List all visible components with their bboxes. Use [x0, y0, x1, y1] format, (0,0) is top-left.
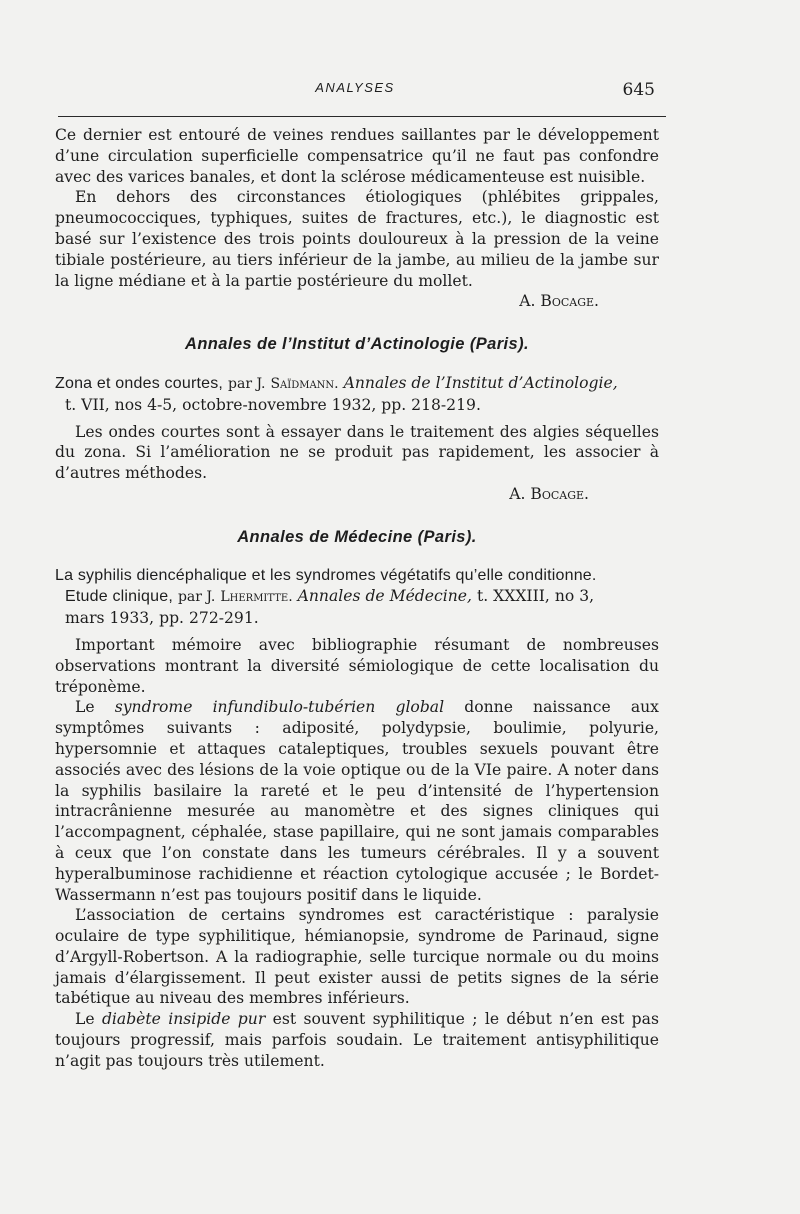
section2-paragraph-4: Le diabète insipide pur est souvent syphilitique ; le début n’en est pas toujours progressif, mais parfois soudain. Le traitement antisyphilitique n’agit pas toujours très utilement.	[55, 1010, 659, 1070]
review1-paragraph-1: Ce dernier est entouré de veines rendues saillantes par le développement d’une circulation superficielle compensatrice qu’il ne faut pas confondre avec des varices banales, et dont la sclérose médicamenteuse est nuisible.	[55, 126, 659, 186]
section2-article-subtitle: Etude clinique,	[65, 588, 173, 606]
section2-by: par J.	[177, 589, 216, 606]
section2-journal-ref: Annales de Médecine,	[297, 587, 472, 606]
section2-emphasis-2: diabète insipide pur	[101, 1010, 266, 1029]
section1-journal-heading: Annales de l’Institut d’Actinologie (Paris).	[185, 335, 529, 354]
section2-emphasis-1: syndrome infundibulo-tubérien global	[114, 698, 445, 717]
section2-article-title: La syphilis diencéphalique et les syndromes végétatifs qu’elle conditionne.	[55, 566, 597, 584]
section2-ref-line: mars 1933, pp. 272-291.	[65, 609, 259, 628]
review1-signature: A. Bocage.	[519, 292, 599, 311]
section2-paragraph-1: Important mémoire avec bibliographie résumant de nombreuses observations montrant la diversité sémiologique de cette localisation du tréponème.	[55, 635, 659, 696]
page-body	[55, 125, 659, 1072]
section1-signature-row	[55, 484, 659, 505]
section2-paragraph-2: Le syndrome infundibulo-tubérien global donne naissance aux symptômes suivants : adiposité, polydypsie, boulimie, polyurie, hypersomnie et attaques cataleptiques, troubles sexuels pouvant être associés avec des lésions de la voie optique ou de la VIe paire. A noter dans la syphilis basilaire la rareté et le peu d’intensité de l’hypertension intracrânienne mesurée au manomètre et des signes cliniques qui l’accompagnent, céphalée, stase papillaire, qui ne sont jamais comparables à ceux que l’on constate dans les tumeurs cérébrales. Il y a souvent hyperalbuminose rachidienne et réaction cytologique accusée ; le Bordet-Wassermann n’est pas toujours positif dans le liquide.	[55, 698, 659, 904]
page-number: 645	[622, 80, 655, 100]
page-header	[55, 80, 655, 102]
section1-author: Saïdmann.	[270, 375, 339, 392]
section2-entry-heading	[55, 566, 659, 629]
section1-journal-ref: Annales de l’Institut d’Actinologie,	[343, 373, 618, 392]
section2-journal-heading: Annales de Médecine (Paris).	[237, 527, 477, 546]
section2-author: Lhermitte.	[220, 589, 293, 606]
section1-by: par J.	[228, 375, 266, 392]
section1-signature: A. Bocage.	[509, 484, 589, 503]
running-title: ANALYSES	[315, 80, 395, 95]
header-rule	[58, 116, 666, 117]
section1-ref-line: t. VII, nos 4-5, octobre-novembre 1932, pp. 218-219.	[65, 395, 481, 414]
section1-body: Les ondes courtes sont à essayer dans le traitement des algies séquelles du zona. Si l’amélioration ne se produit pas rapidement, les associer à d’autres méthodes.	[55, 422, 659, 483]
section2-ref-rest: t. XXXIII, no 3,	[476, 587, 595, 606]
review1-paragraph-2: En dehors des circonstances étiologiques (phlébites grippales, pneumococciques, typhiques, suites de fractures, etc.), le diagnostic est basé sur l’existence des trois points douloureux à la pression de la veine tibiale postérieure, au tiers inférieur de la jambe, au milieu de la jambe sur la ligne médiane et à la partie postérieure du mollet.	[55, 188, 659, 290]
section2-paragraph-3: L’association de certains syndromes est caractéristique : paralysie oculaire de type syphilitique, hémianopsie, syndrome de Parinaud, signe d’Argyll-Robertson. A la radiographie, selle turcique normale ou du moins jamais d’élargissement. Il peut exister aussi de petits signes de la série tabétique au niveau des membres inférieurs.	[55, 906, 659, 1008]
section1-article-title: Zona et ondes courtes,	[55, 374, 224, 392]
section1-entry-heading	[55, 373, 659, 416]
